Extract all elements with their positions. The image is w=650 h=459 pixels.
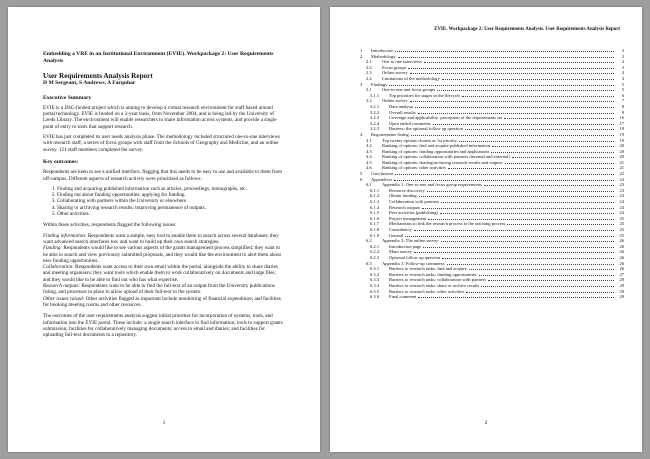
- toc-entry-number: 6.3.1: [370, 266, 380, 272]
- toc-entry-title: Methodology: [371, 53, 396, 59]
- toc-entry-page: 26: [619, 249, 624, 255]
- theme-label: Funding:: [43, 245, 63, 252]
- toc-dot-leader: [422, 208, 614, 209]
- toc-entry-page: 3: [621, 53, 624, 59]
- toc-entry-number: 6.3.3: [370, 277, 380, 283]
- page-1: [8, 7, 320, 452]
- key-outcomes-heading: Key outcomes:: [43, 158, 79, 165]
- toc-entry-number: 6.2.2: [370, 249, 380, 255]
- toc-entry-page: 21: [619, 159, 624, 165]
- toc-entry-title: Open ended comments: [389, 120, 431, 126]
- toc-dot-leader: [479, 275, 614, 276]
- toc-entry-number: 3.2.2: [370, 109, 380, 115]
- toc-dot-leader: [415, 107, 614, 108]
- toc-dot-leader: [505, 163, 614, 164]
- toc-entry[interactable]: [360, 294, 624, 300]
- toc-entry-number: 4.1: [366, 137, 372, 143]
- toc-entry-number: 5: [360, 171, 363, 177]
- toc-entry-page: 20: [619, 148, 624, 154]
- toc-entry-page: 28: [619, 277, 624, 283]
- toc-entry-title: Mechanisms to link the research process to the teaching process: [389, 221, 506, 227]
- executive-summary-heading: Executive Summary: [43, 94, 92, 101]
- toc-dot-leader: [440, 213, 614, 214]
- toc-dot-leader: [427, 191, 614, 192]
- toc-dot-leader: [512, 157, 614, 158]
- toc-entry-title: Obtain funding: [389, 193, 417, 199]
- toc-dot-leader: [504, 118, 614, 119]
- toc-entry-number: 4.5: [366, 159, 372, 165]
- toc-entry-page: 19: [619, 137, 624, 143]
- toc-dot-leader: [405, 236, 614, 237]
- toc-entry-page: 4: [621, 75, 624, 81]
- toc-entry-page: 3: [621, 48, 624, 53]
- authors: D M Sergeant, S Andrews, A Farquhar: [43, 80, 136, 86]
- theme-text: Respondents want to be able to find the full-text of an output from the University publications listing, and processes in place to allow upload of their full-text to the system.: [43, 283, 275, 296]
- toc-entry-page: 26: [619, 254, 624, 260]
- toc-entry-title: Appendix 2: The online survey: [382, 238, 439, 244]
- toc-entry-title: Findings: [371, 81, 387, 87]
- toc-entry-page: 26: [619, 260, 624, 266]
- toc-entry-page: 27: [619, 271, 624, 277]
- toc-entry-title: Appendix 1: One-to-one and focus group requirements: [382, 182, 482, 188]
- toc-dot-leader: [484, 185, 614, 186]
- toc-entry-title: Ranking of options: funding opportunities and applications: [382, 148, 490, 154]
- theme-text: Respondents want a simple, easy tool to enable them to search across several databases; they want advanced search interfaces too; and want to build up their own search strategies.: [43, 232, 279, 245]
- toc-dot-leader: [481, 286, 614, 287]
- toc-entry-page: 6: [621, 92, 624, 98]
- toc-entry-page: 25: [619, 232, 624, 238]
- toc-dot-leader: [424, 62, 614, 63]
- document-title: Embedding a VRE in an Institutional Environment (EVIE). Workpackage 2: User Requirements Analysis: [43, 51, 274, 64]
- toc-entry-page: 23: [619, 187, 624, 193]
- toc-entry-title: Barriers to research tasks: funding opportunities: [389, 271, 477, 277]
- toc-dot-leader: [447, 264, 614, 265]
- toc-entry-number: 6.1.2: [370, 193, 380, 199]
- toc-dot-leader: [459, 141, 614, 142]
- toc-dot-leader: [462, 96, 614, 97]
- running-header: EVIE. Workpackage 2: User Requirements Analysis. User Requirements Analysis Report: [434, 27, 620, 32]
- toc-entry-number: 3.2: [366, 98, 372, 104]
- toc-entry-title: Project management: [389, 215, 427, 221]
- toc-entry-number: 4: [360, 131, 363, 137]
- toc-entry-title: Introduction: [371, 48, 394, 53]
- priority-item: 3. Collaborating with partners within the University or elsewhere.: [57, 198, 283, 204]
- theme-label: Other issues raised:: [43, 295, 85, 302]
- toc-entry-page: 24: [619, 204, 624, 210]
- toc-entry-title: Resource discovery: [389, 187, 425, 193]
- theme-item: [43, 245, 283, 264]
- toc-entry-title: Appendices: [371, 176, 393, 182]
- toc-dot-leader: [414, 252, 614, 253]
- toc-entry-number: 6.1.8: [370, 227, 380, 232]
- toc-entry-number: 4.2: [366, 143, 372, 149]
- toc-entry-page: 25: [619, 215, 624, 221]
- toc-entry-page: 20: [619, 143, 624, 149]
- toc-dot-leader: [411, 135, 614, 136]
- toc-dot-leader: [469, 269, 614, 270]
- toc-dot-leader: [466, 292, 614, 293]
- toc-entry-title: Focus groups: [382, 64, 407, 70]
- toc-entry-number: 6.1.3: [370, 199, 380, 205]
- toc-entry-title: Consultancy: [389, 227, 412, 232]
- theme-text: Respondents would like to see various aspects of the grants management process simplified; they want to be able to search and view previously submitted proposals, and they would like the environment to alert them about new funding opportunities.: [43, 245, 281, 264]
- toc-entry-number: 6.3: [366, 260, 372, 266]
- toc-entry-number: 2.2: [366, 64, 372, 70]
- toc-dot-leader: [394, 180, 614, 181]
- toc-entry-title: Introduction page: [389, 243, 422, 249]
- toc-entry-page: 3: [621, 64, 624, 70]
- page-number: 2: [484, 420, 488, 426]
- theme-list: [43, 233, 283, 309]
- toc-entry-title: Ranking of options: sharing/archiving research results and outputs: [382, 159, 503, 165]
- toc-entry-title: Requirements listing: [371, 131, 409, 137]
- toc-entry-title: Appendix 3: Follow-up comments: [382, 260, 445, 266]
- toc-entry-title: Limitations of the methodology: [382, 75, 440, 81]
- toc-entry-title: Data analysis: [389, 103, 414, 109]
- toc-dot-leader: [442, 79, 614, 80]
- toc-entry-page: 7: [621, 98, 624, 104]
- toc-entry-number: 2.3: [366, 70, 372, 76]
- toc-entry-number: 6.1.7: [370, 221, 380, 227]
- outcomes-intro: Respondents are keen to see a unified interface, flagging that this needs to be easy to use and available to them from off-campus. Different aspects of research activity were prioritised as follows:: [43, 169, 282, 182]
- toc-dot-leader: [492, 146, 614, 147]
- toc-entry-page: 22: [619, 171, 624, 177]
- toc-entry-page: 21: [619, 165, 624, 171]
- toc-dot-leader: [419, 196, 614, 197]
- page-1-body: [43, 51, 283, 342]
- toc-dot-leader: [408, 68, 614, 69]
- toc-entry-number: 6.1.4: [370, 204, 380, 210]
- toc-entry-page: 26: [619, 243, 624, 249]
- theme-label: Research outputs:: [43, 283, 81, 290]
- theme-text: Respondents want access to their own email within the portal, alongside the ability to share diaries and meeting organisers; they want tools which enable them to work collaboratively on documents and large files; and they would like to be able to find out who has what expertise.: [43, 264, 278, 283]
- toc-entry-title: Optional follow up question: [389, 254, 441, 260]
- toc-dot-leader: [410, 73, 614, 74]
- toc-dot-leader: [465, 129, 614, 130]
- toc-entry-number: 3.2.1: [370, 103, 380, 109]
- toc-entry-page: 23: [619, 176, 624, 182]
- page-number: 1: [162, 420, 166, 426]
- toc-entry-title: Final comment: [389, 294, 417, 300]
- toc-entry-page: 26: [619, 238, 624, 244]
- toc-entry-number: 6.2.1: [370, 243, 380, 249]
- toc-entry-title: Research outputs: [389, 204, 421, 210]
- toc-entry-page: 20: [619, 154, 624, 160]
- table-of-contents: [360, 48, 624, 300]
- toc-entry-title: Main survey: [389, 249, 412, 255]
- themes-intro: Within these activities, respondents flagged the following issues:: [43, 222, 177, 229]
- toc-entry-number: 4.6: [366, 165, 372, 171]
- toc-entry-number: 6.1.9: [370, 232, 380, 238]
- toc-entry-page: 17: [619, 120, 624, 126]
- toc-entry-number: 6.3.5: [370, 288, 380, 294]
- toc-entry-page: 25: [619, 221, 624, 227]
- toc-entry-page: 18: [619, 126, 624, 132]
- toc-entry-page: 29: [619, 288, 624, 294]
- toc-entry-page: 24: [619, 210, 624, 216]
- closing-paragraph: The outcomes of the user requirements analysis suggest initial priorities for incorporation of systems, tools, and information into the EVIE portal. These include: a single search interface to find information; tools to support grants submission; facilities for collaboratively managing documents; access to email and diaries; and facilities for uploading full-text documents to a repository.: [43, 313, 283, 339]
- toc-entry-title: Barriers to research tasks: find and acquire: [389, 266, 467, 272]
- toc-entry-number: 6.1.5: [370, 210, 380, 216]
- toc-entry-title: Coverage and applicability: perception of the requirements set: [389, 115, 503, 121]
- theme-label: Finding information:: [43, 232, 87, 239]
- toc-entry-page: 9: [621, 109, 624, 115]
- summary-paragraph: EVIE is a JISC-funded project which is aiming to develop a virtual research environment for staff based around portal technology. EVIE is funded on a 2-year basis, from November 2004, and is being led by the University of Leeds Library. The environment will enable researchers to share information across systems, and provide a single point of entry to tools that support research.: [43, 104, 277, 130]
- toc-entry-title: One-to-one and focus groups: [382, 87, 435, 93]
- toc-dot-leader: [395, 174, 614, 175]
- toc-entry-title: Collaboration with partners: [389, 199, 440, 205]
- toc-entry-page: 29: [619, 294, 624, 300]
- toc-dot-leader: [441, 241, 615, 242]
- theme-text: Other activities flagged as important include monitoring of financial expenditure; and facilities for booking meeting rooms and other resources.: [43, 295, 281, 308]
- toc-entry-title: Ranking of options: other activities: [382, 165, 447, 171]
- priority-list: [43, 186, 283, 217]
- toc-entry-number: 2.1: [366, 59, 372, 65]
- page-2: [330, 7, 642, 452]
- toc-entry-page: 24: [619, 199, 624, 205]
- toc-dot-leader: [410, 101, 614, 102]
- toc-entry-page: 5: [621, 81, 624, 87]
- toc-entry-title: Barriers to research tasks: other activities: [389, 288, 465, 294]
- toc-entry-page: 3: [621, 59, 624, 65]
- toc-dot-leader: [488, 280, 614, 281]
- toc-dot-leader: [398, 57, 614, 58]
- report-title: User Requirements Analysis Report: [43, 72, 153, 80]
- theme-label: Collaboration:: [43, 264, 74, 271]
- theme-item: [43, 283, 283, 296]
- toc-entry-title: Barriers to research tasks: share or archive results: [389, 282, 480, 288]
- toc-entry-number: 3: [360, 81, 363, 87]
- toc-dot-leader: [418, 113, 614, 114]
- toc-entry-number: 4.3: [366, 148, 372, 154]
- summary-paragraph: EVIE has just completed its user needs analysis phase. The methodology included structured one-to-one interviews with research staff, a series of focus groups with staff from the Schools of Geography and Medicine, and an online survey. 121 staff members completed the survey.: [43, 134, 281, 153]
- toc-entry-title: One to one interviews: [382, 59, 423, 65]
- toc-dot-leader: [507, 224, 614, 225]
- toc-entry-number: 2: [360, 53, 363, 59]
- toc-entry-page: 19: [619, 131, 624, 137]
- toc-dot-leader: [428, 219, 614, 220]
- toc-entry-page: 26: [619, 266, 624, 272]
- toc-dot-leader: [389, 85, 614, 86]
- toc-entry-number: 6.1.6: [370, 215, 380, 221]
- toc-entry-page: 8: [621, 103, 624, 109]
- toc-dot-leader: [414, 230, 614, 231]
- toc-entry-title: Barriers to research tasks: collaboration with partners: [389, 277, 487, 283]
- toc-entry-number: 6.1: [366, 182, 372, 188]
- toc-entry-number: 3.2.3: [370, 115, 380, 121]
- toc-entry-title: Conclusions: [371, 171, 394, 177]
- toc-entry-title: General: [389, 232, 404, 238]
- theme-item: [43, 296, 283, 309]
- toc-dot-leader: [433, 124, 614, 125]
- toc-dot-leader: [423, 247, 614, 248]
- theme-item: [43, 264, 283, 283]
- toc-entry-title: Overall results: [389, 109, 416, 115]
- toc-entry-number: 6.3.4: [370, 282, 380, 288]
- toc-entry-title: Peer activities (publishing): [389, 210, 438, 216]
- toc-entry-number: 6.3.2: [370, 271, 380, 277]
- theme-item: [43, 233, 283, 246]
- toc-entry-page: 25: [619, 227, 624, 232]
- toc-dot-leader: [491, 152, 614, 153]
- toc-entry-title: Online survey: [382, 98, 408, 104]
- toc-dot-leader: [448, 168, 614, 169]
- toc-entry-title: Top twenty options chosen as 1st priority: [382, 137, 457, 143]
- toc-entry-title: Online survey: [382, 70, 408, 76]
- priority-item: 5. Other activities.: [57, 211, 283, 217]
- toc-entry-title: Barriers: the optional follow up question: [389, 126, 463, 132]
- toc-entry-page: 5: [621, 87, 624, 93]
- toc-entry-page: 23: [619, 182, 624, 188]
- toc-entry-number: 2.4: [366, 75, 372, 81]
- toc-entry-page: 29: [619, 282, 624, 288]
- toc-dot-leader: [395, 51, 614, 52]
- toc-entry-number: 6.2: [366, 238, 372, 244]
- toc-entry-number: 6.2.3: [370, 254, 380, 260]
- priority-item: 4. Sharing or archiving research results; improving permanence of outputs.: [57, 205, 283, 211]
- toc-entry-number: 6.3.6: [370, 294, 380, 300]
- toc-dot-leader: [418, 297, 614, 298]
- toc-entry-title: Top priorities for stages in the lifecycle: [389, 92, 461, 98]
- toc-entry-number: 4.4: [366, 154, 372, 160]
- toc-entry-number: 1: [360, 48, 363, 53]
- toc-entry-number: 3.2.4: [370, 120, 380, 126]
- toc-entry-page: 23: [619, 193, 624, 199]
- toc-entry-page: 4: [621, 70, 624, 76]
- toc-dot-leader: [442, 258, 614, 259]
- toc-entry-number: 6.1.1: [370, 187, 380, 193]
- toc-entry-number: 3.1.1: [370, 92, 380, 98]
- toc-entry-title: Ranking of options: find and acquire published information: [382, 143, 491, 149]
- toc-entry-number: 6: [360, 176, 363, 182]
- toc-entry-number: 3.2.5: [370, 126, 380, 132]
- toc-entry-number: 3.1: [366, 87, 372, 93]
- toc-entry-title: Ranking of options: collaboration with partners (internal and external): [382, 154, 510, 160]
- toc-dot-leader: [441, 202, 614, 203]
- priority-item: 1. Finding and acquiring published information such as articles, proceedings, monographs, etc.: [57, 186, 283, 192]
- toc-dot-leader: [437, 90, 614, 91]
- priority-item: 2. Finding out about funding opportunities; applying for funding.: [57, 192, 283, 198]
- toc-entry-page: 16: [619, 115, 624, 121]
